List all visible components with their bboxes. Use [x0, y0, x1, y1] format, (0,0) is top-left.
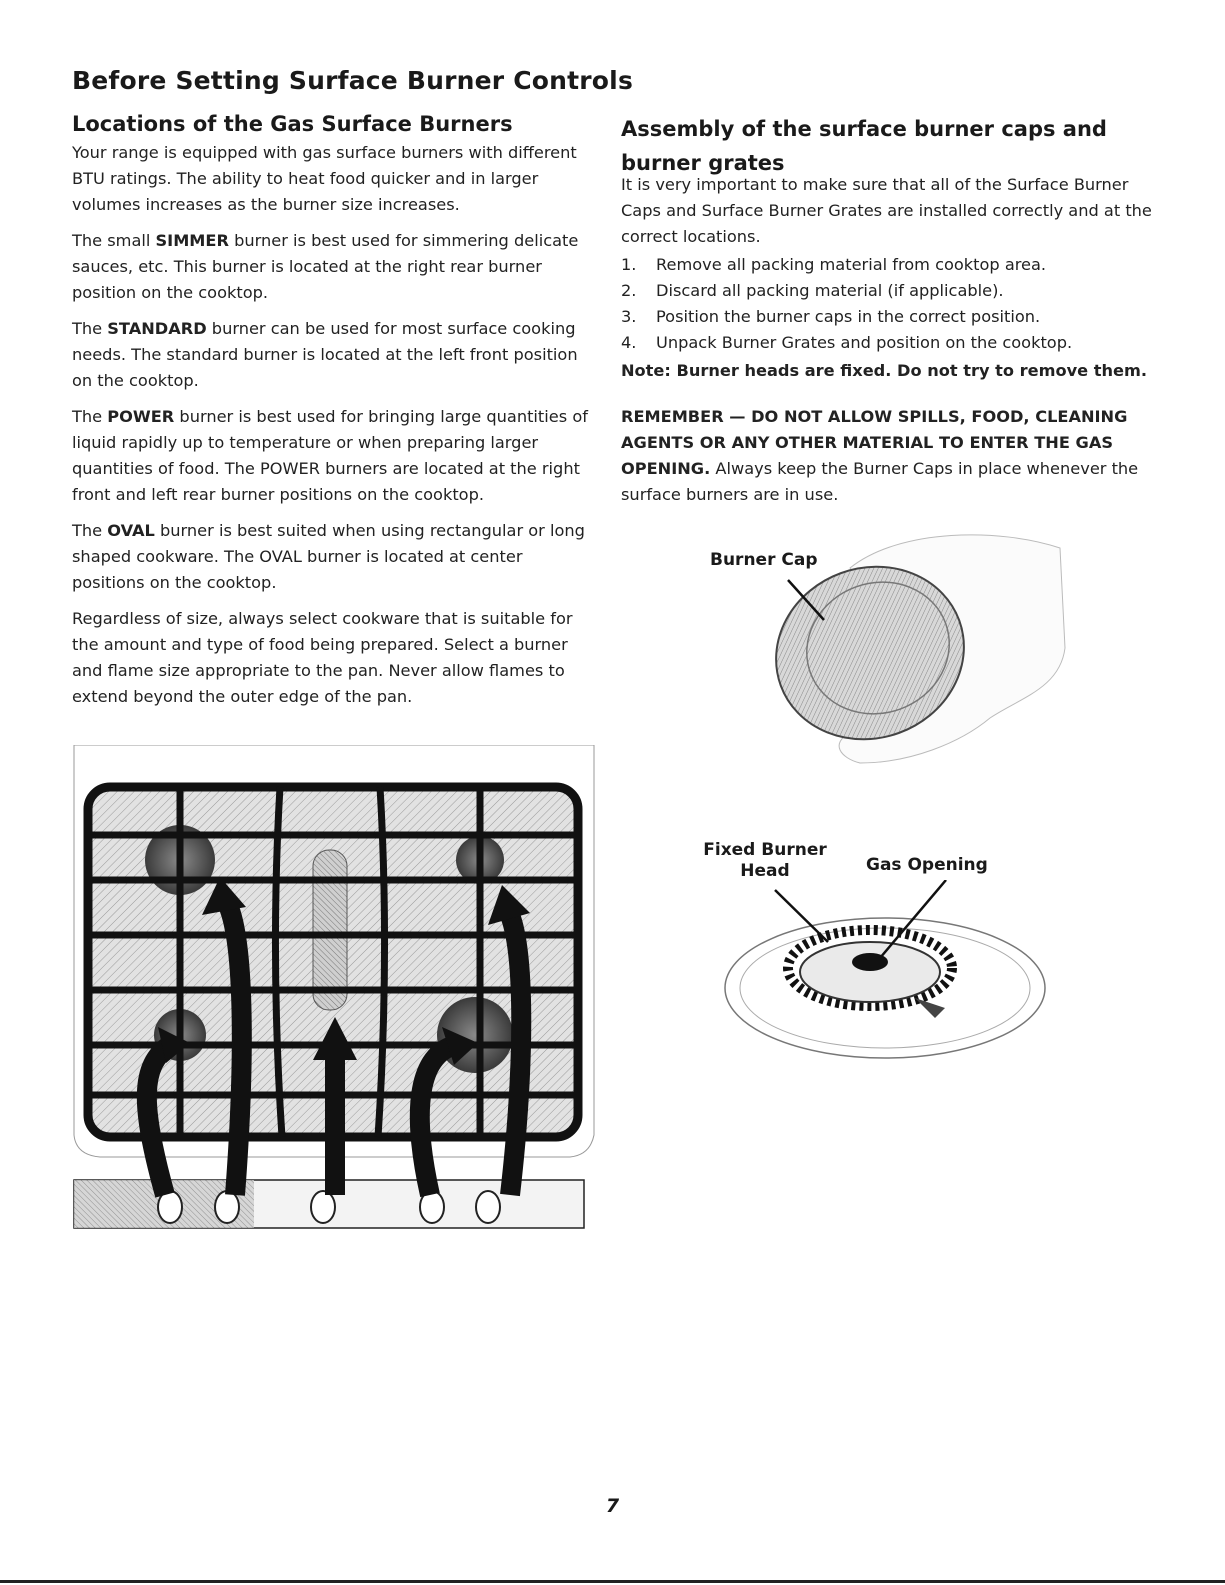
remember-paragraph: REMEMBER — DO NOT ALLOW SPILLS, FOOD, CLEANING AGENTS OR ANY OTHER MATERIAL TO ENTER THE GAS OPENING. Always keep the Burner Caps in place whenever the surface burners are in use. [621, 407, 1139, 504]
control-knob [476, 1191, 500, 1223]
note-text: Note: Burner heads are fixed. Do not try to remove them. [621, 361, 1148, 380]
page-title: Before Setting Surface Burner Controls [72, 66, 634, 95]
regardless-paragraph: Regardless of size, always select cookware that is suitable for the amount and type of food being prepared. Select a burner and flame size appropriate to the pan. Never allow flames to extend beyond the outer edge of the pan. [72, 609, 573, 706]
control-knob [215, 1191, 239, 1223]
burner-cap-label: Burner Cap [710, 550, 818, 570]
cooktop-illustration [70, 745, 600, 1235]
intro-paragraph: Your range is equipped with gas surface burners with different BTU ratings. The ability to heat food quicker and in larger volumes increases as the burner size increases. [72, 143, 577, 214]
assembly-intro: It is very important to make sure that all of the Surface Burner Caps and Surface Burner Grates are installed correctly and at the correct locations. [621, 175, 1152, 246]
left-column [72, 140, 597, 720]
fixed-burner-head-label: Fixed Burner Head [703, 840, 827, 881]
power-paragraph: The POWER burner is best used for bringing large quantities of liquid rapidly up to temperature or when preparing larger quantities of food. The POWER burners are located at the right front and left rear burner positions on the cooktop. [72, 407, 588, 504]
assembly-steps [621, 252, 1156, 356]
standard-paragraph: The STANDARD burner can be used for most surface cooking needs. The standard burner is located at the left front position on the cooktop. [72, 319, 578, 390]
oval-burner [313, 850, 347, 1010]
section-heading-locations: Locations of the Gas Surface Burners [72, 112, 513, 136]
arrow-to-right-rear [510, 915, 521, 1195]
list-item: 2. Discard all packing material (if applicable). [621, 281, 1004, 300]
list-item: 4. Unpack Burner Grates and position on the cooktop. [621, 333, 1073, 352]
page-number: 7 [605, 1495, 620, 1517]
control-knob [311, 1191, 335, 1223]
list-item: 3. Position the burner caps in the correct position. [621, 307, 1041, 326]
list-item: 1. Remove all packing material from cooktop area. [621, 255, 1047, 274]
right-column [621, 172, 1156, 518]
simmer-paragraph: The small SIMMER burner is best used for simmering delicate sauces, etc. This burner is located at the right rear burner position on the cooktop. [72, 231, 579, 302]
bottom-rule [0, 1580, 1225, 1583]
oval-paragraph: The OVAL burner is best suited when using rectangular or long shaped cookware. The OVAL burner is located at center positions on the cooktop. [72, 521, 585, 592]
gas-opening-label: Gas Opening [866, 855, 988, 875]
section-heading-assembly: Assembly of the surface burner caps and burner grates [621, 117, 1107, 175]
burner-head-illustration [720, 880, 1050, 1065]
